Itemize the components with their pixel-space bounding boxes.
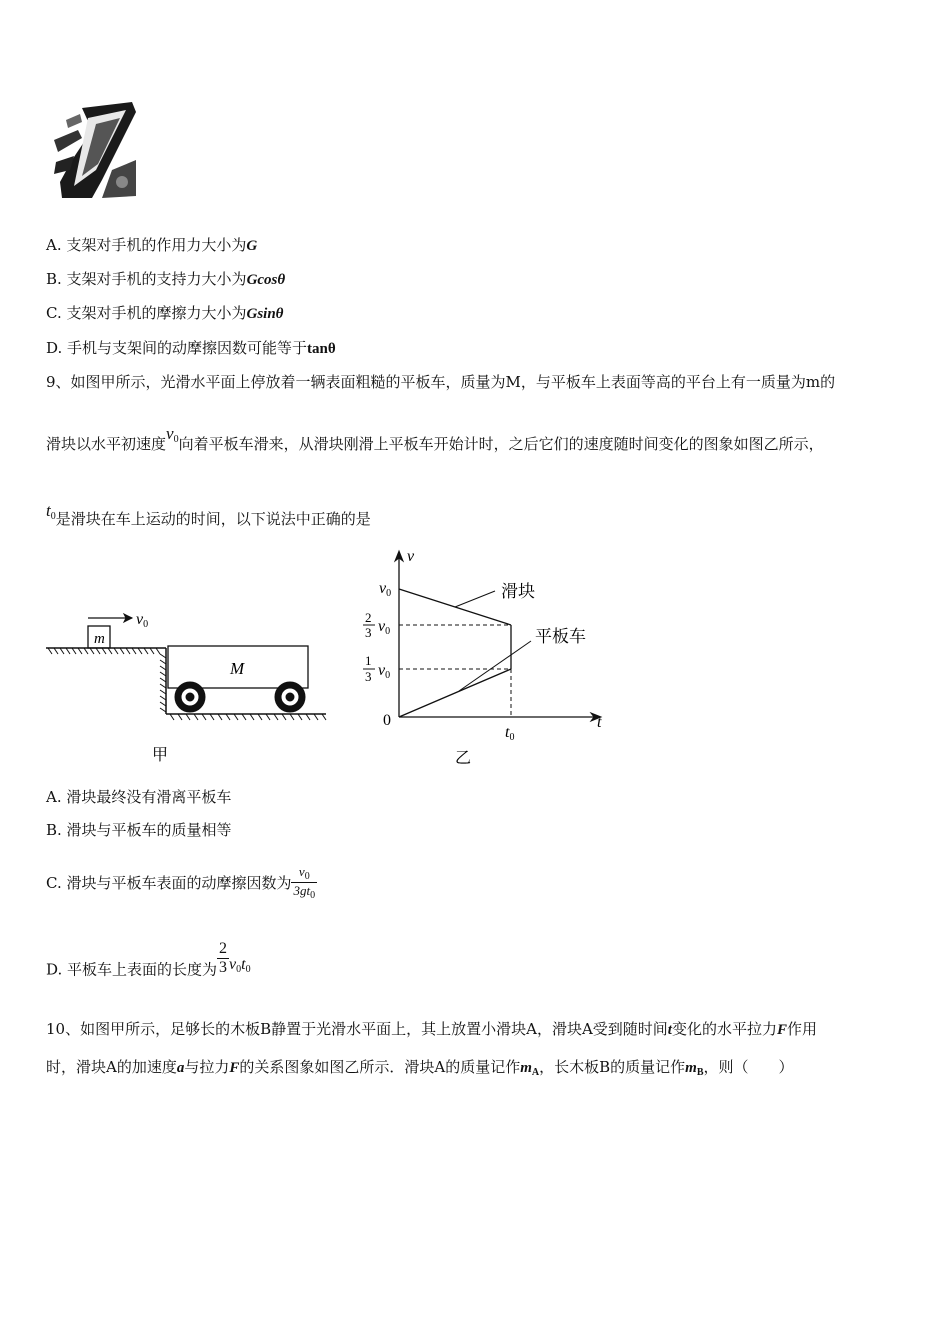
yi-tick-t0: t0 bbox=[505, 724, 515, 743]
q9-option-c: C. 滑块与平板车表面的动摩擦因数为 $\frac{v_0}{3gt_0}$ bbox=[46, 864, 316, 901]
yi-tick-13-den: 3 bbox=[365, 669, 372, 684]
q9-stem-line2: 滑块以水平初速度$v_0$向着平板车滑来，从滑块刚滑上平板车开始计时，之后它们的速度随时间变化的图象如图乙所示， bbox=[46, 424, 824, 453]
yi-tick-13-num: 1 bbox=[365, 653, 372, 668]
yi-label-cart: 平板车 bbox=[535, 627, 586, 646]
q9-option-c-fraction: $\frac{v_0}{3gt_0}$ bbox=[293, 864, 316, 901]
jia-caption: 甲 bbox=[152, 747, 169, 764]
yi-origin: 0 bbox=[383, 712, 391, 729]
jia-velocity-label: v0 bbox=[136, 611, 149, 630]
figure-jia-cart-diagram bbox=[40, 600, 340, 770]
yi-tick-v0: v0 bbox=[379, 580, 392, 599]
q8-option-a: A. 支架对手机的作用力大小为G bbox=[46, 236, 258, 254]
q9-option-d: D. 平板车上表面的长度为 $\frac{2}{3}$ $v_0t_0$ bbox=[46, 940, 251, 979]
q8-option-b: B. 支架对手机的支持力大小为Gcosθ bbox=[46, 270, 286, 288]
q8-option-d: D. 手机与支架间的动摩擦因数可能等于tanθ bbox=[46, 339, 336, 357]
q9-option-b: B. 滑块与平板车的质量相等 bbox=[46, 821, 232, 839]
jia-mass-m-label: m bbox=[94, 631, 105, 647]
yi-tick-23-num: 2 bbox=[365, 610, 372, 625]
yi-caption: 乙 bbox=[455, 750, 472, 767]
phone-holder-photo bbox=[52, 100, 138, 200]
yi-tick-13-v: v0 bbox=[378, 662, 391, 681]
figure-yi-vt-graph bbox=[355, 545, 625, 775]
q8-option-c: C. 支架对手机的摩擦力大小为Gsinθ bbox=[46, 304, 284, 322]
yi-axis-v: v bbox=[407, 548, 415, 565]
yi-tick-23-den: 3 bbox=[365, 625, 372, 640]
yi-axis-t: t bbox=[597, 714, 602, 731]
cart-velocity-line bbox=[399, 669, 511, 717]
yi-tick-23-v: v0 bbox=[378, 618, 391, 637]
q9-option-a: A. 滑块最终没有滑离平板车 bbox=[46, 788, 232, 806]
q9-option-d-fraction: $\frac{2}{3}$ bbox=[219, 940, 228, 976]
q10-stem-line2: 时，滑块A的加速度a与拉力F的关系图象如图乙所示．滑块A的质量记作$m_A$，长木板B的质量记作$m_B$，则（ ） bbox=[46, 1058, 794, 1078]
q9-stem-line3: $t_0$是滑块在车上运动的时间，以下说法中正确的是 bbox=[46, 501, 371, 528]
jia-mass-M-label: M bbox=[230, 659, 245, 678]
q10-stem-line1: 10、如图甲所示，足够长的木板B静置于光滑水平面上，其上放置小滑块A，滑块A受到随时间t变化的水平拉力F作用 bbox=[46, 1020, 817, 1038]
yi-label-slider: 滑块 bbox=[501, 582, 535, 601]
q9-stem-line1: 9、如图甲所示，光滑水平面上停放着一辆表面粗糙的平板车，质量为M，与平板车上表面等高的平台上有一质量为m的 bbox=[46, 373, 836, 391]
